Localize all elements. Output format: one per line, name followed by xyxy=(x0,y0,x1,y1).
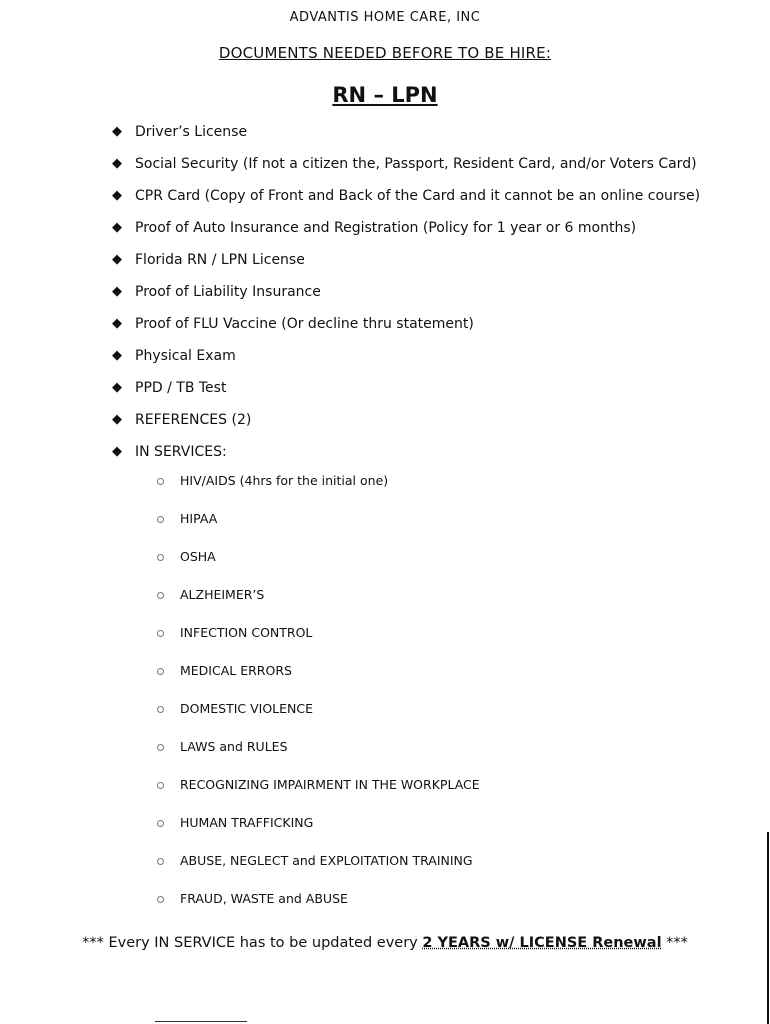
in-service-label: INFECTION CONTROL xyxy=(180,625,313,640)
renewal-note xyxy=(0,935,770,951)
document-label: Physical Exam xyxy=(135,348,236,364)
documents-list xyxy=(110,122,700,474)
diamond-bullet-icon: ◆ xyxy=(112,252,122,267)
list-item xyxy=(155,775,480,813)
renewal-note-prefix: *** Every IN SERVICE has to be updated every xyxy=(82,935,423,951)
document-label: REFERENCES (2) xyxy=(135,412,252,428)
in-service-label: MEDICAL ERRORS xyxy=(180,663,292,678)
renewal-note-emphasis: 2 YEARS w/ LICENSE Renewal xyxy=(422,935,662,951)
circle-bullet-icon xyxy=(157,478,164,485)
list-item xyxy=(155,585,480,623)
list-item xyxy=(155,623,480,661)
list-item xyxy=(155,547,480,585)
diamond-bullet-icon: ◆ xyxy=(112,284,122,299)
document-label: PPD / TB Test xyxy=(135,380,227,396)
circle-bullet-icon xyxy=(157,554,164,561)
circle-bullet-icon xyxy=(157,858,164,865)
list-item xyxy=(110,218,700,250)
circle-bullet-icon xyxy=(157,820,164,827)
diamond-bullet-icon: ◆ xyxy=(112,220,122,235)
in-service-label: FRAUD, WASTE and ABUSE xyxy=(180,891,348,906)
diamond-bullet-icon: ◆ xyxy=(112,156,122,171)
circle-bullet-icon xyxy=(157,896,164,903)
company-name: ADVANTIS HOME CARE, INC xyxy=(289,10,481,25)
in-service-label: RECOGNIZING IMPAIRMENT IN THE WORKPLACE xyxy=(180,777,480,792)
document-label: Social Security (If not a citizen the, Passport, Resident Card, and/or Voters Card) xyxy=(135,156,697,172)
circle-bullet-icon xyxy=(157,592,164,599)
in-service-label: OSHA xyxy=(180,549,216,564)
list-item xyxy=(155,661,480,699)
document-label: Florida RN / LPN License xyxy=(135,252,305,268)
in-service-label: LAWS and RULES xyxy=(180,739,288,754)
diamond-bullet-icon: ◆ xyxy=(112,124,122,139)
list-item xyxy=(155,851,480,889)
list-item xyxy=(110,282,700,314)
diamond-bullet-icon: ◆ xyxy=(112,348,122,363)
document-label: Proof of Auto Insurance and Registration (Policy for 1 year or 6 months) xyxy=(135,220,637,236)
list-item xyxy=(155,471,480,509)
list-item xyxy=(110,186,700,218)
document-label: CPR Card (Copy of Front and Back of the Card and it cannot be an online course) xyxy=(135,188,701,204)
circle-bullet-icon xyxy=(157,744,164,751)
position-title: RN – LPN xyxy=(332,83,438,107)
circle-bullet-icon xyxy=(157,630,164,637)
in-service-label: ALZHEIMER’S xyxy=(180,587,265,602)
document-label: Proof of FLU Vaccine (Or decline thru statement) xyxy=(135,316,474,332)
list-item xyxy=(110,378,700,410)
list-item xyxy=(110,346,700,378)
diamond-bullet-icon: ◆ xyxy=(112,444,122,459)
list-item xyxy=(155,509,480,547)
circle-bullet-icon xyxy=(157,706,164,713)
list-item xyxy=(110,122,700,154)
in-service-label: ABUSE, NEGLECT and EXPLOITATION TRAINING xyxy=(180,853,473,868)
renewal-note-suffix: *** xyxy=(661,935,688,951)
circle-bullet-icon xyxy=(157,516,164,523)
in-service-label: HIV/AIDS (4hrs for the initial one) xyxy=(180,473,389,488)
diamond-bullet-icon: ◆ xyxy=(112,380,122,395)
document-label: IN SERVICES: xyxy=(135,444,227,460)
circle-bullet-icon xyxy=(157,668,164,675)
diamond-bullet-icon: ◆ xyxy=(112,188,122,203)
in-services-list xyxy=(155,471,480,927)
list-item xyxy=(110,314,700,346)
list-item xyxy=(155,889,480,927)
list-item xyxy=(155,699,480,737)
document-label: Driver’s License xyxy=(135,124,248,140)
list-item xyxy=(110,250,700,282)
list-item xyxy=(110,154,700,186)
diamond-bullet-icon: ◆ xyxy=(112,412,122,427)
document-heading: DOCUMENTS NEEDED BEFORE TO BE HIRE: xyxy=(218,44,552,62)
list-item xyxy=(110,410,700,442)
document-label: Proof of Liability Insurance xyxy=(135,284,321,300)
bottom-rule xyxy=(155,1021,247,1022)
diamond-bullet-icon: ◆ xyxy=(112,316,122,331)
circle-bullet-icon xyxy=(157,782,164,789)
in-service-label: HUMAN TRAFFICKING xyxy=(180,815,314,830)
in-service-label: HIPAA xyxy=(180,511,218,526)
list-item xyxy=(155,737,480,775)
scan-edge-line xyxy=(767,832,769,1024)
in-service-label: DOMESTIC VIOLENCE xyxy=(180,701,314,716)
list-item xyxy=(155,813,480,851)
list-item xyxy=(110,442,700,474)
